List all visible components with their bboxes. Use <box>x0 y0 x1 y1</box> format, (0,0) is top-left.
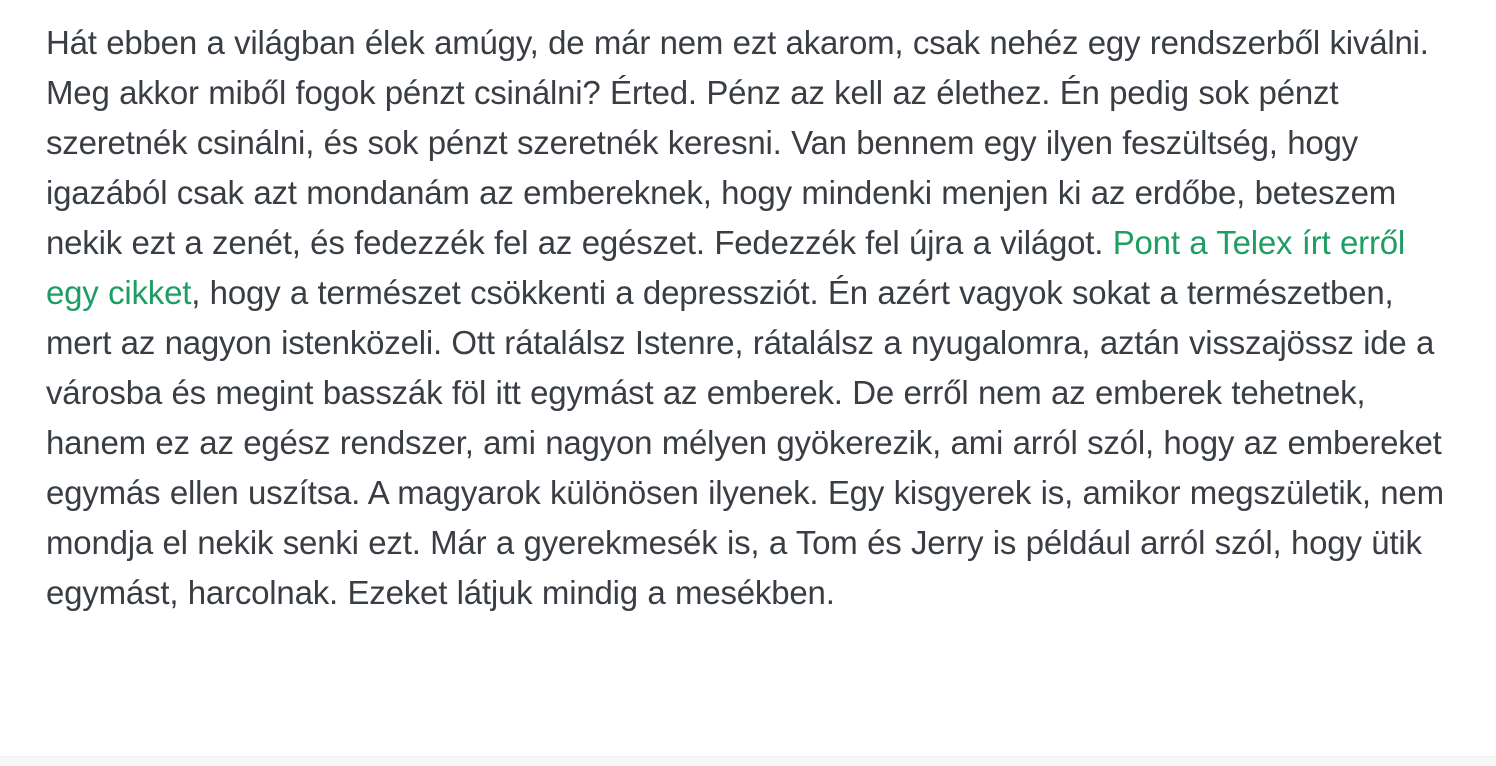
article-paragraph <box>46 18 1450 618</box>
paragraph-text-after-link: , hogy a természet csökkenti a depressziót. Én azért vagyok sokat a természetben, mert az nagyon istenközeli. Ott rátalálsz Istenre, rátalálsz a nyugalomra, aztán visszajössz ide a városba és megint basszák föl itt egymást az emberek. De erről nem az emberek tehetnek, hanem ez az egész rendszer, ami nagyon mélyen gyökerezik, ami arról szól, hogy az embereket egymás ellen uszítsa. A magyarok különösen ilyenek. Egy kisgyerek is, amikor megszületik, nem mondja el nekik senki ezt. Már a gyerekmesék is, a Tom és Jerry is például arról szól, hogy ütik egymást, harcolnak. Ezeket látjuk mindig a mesékben. <box>46 274 1444 611</box>
bottom-strip <box>0 756 1496 766</box>
paragraph-text-before-link: Hát ebben a világban élek amúgy, de már nem ezt akarom, csak nehéz egy rendszerből kiválni. Meg akkor miből fogok pénzt csinálni? Érted. Pénz az kell az élethez. Én pedig sok pénzt szeretnék csinálni, és sok pénzt szeretnék keresni. Van bennem egy ilyen feszültség, hogy igazából csak azt mondanám az embereknek, hogy mindenki menjen ki az erdőbe, beteszem nekik ezt a zenét, és fedezzék fel az egészet. Fedezzék fel újra a világot. <box>46 24 1429 261</box>
telex-article-link[interactable]: Pont a Telex írt erről egy cikket <box>46 224 1406 311</box>
